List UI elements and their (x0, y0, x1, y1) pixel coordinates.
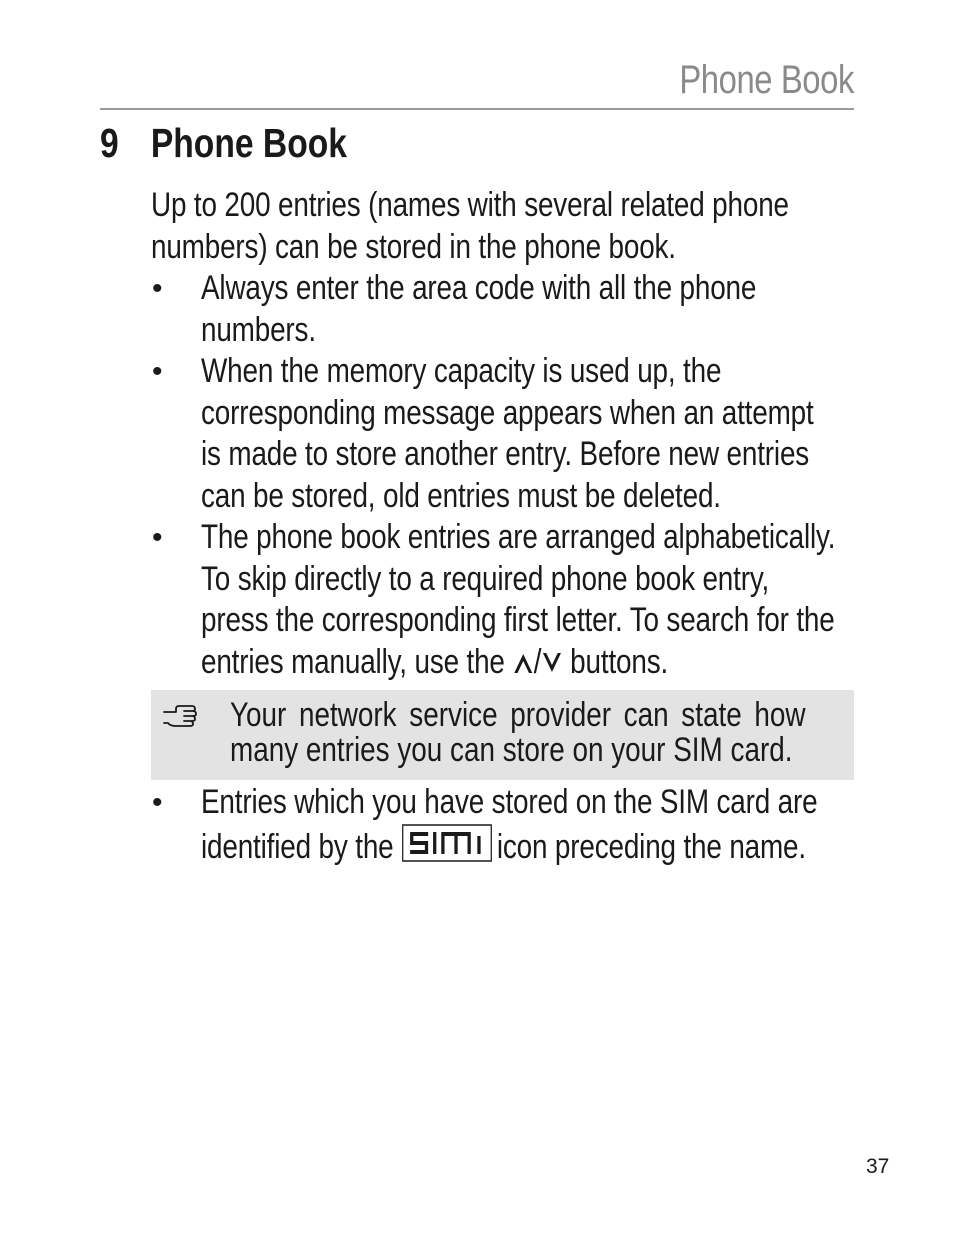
sim-card-icon (402, 824, 492, 862)
running-header: Phone Book (679, 58, 854, 102)
bullet-line-prefix: entries manually, use the (201, 642, 505, 681)
arrow-down-icon (541, 651, 562, 675)
note-text (230, 698, 806, 768)
bullet-item (201, 517, 835, 683)
header-rule (100, 108, 854, 110)
chapter-heading (100, 120, 347, 167)
bullet-line (201, 824, 817, 869)
bullet-line: The phone book entries are arranged alphabetically. (201, 518, 836, 556)
intro-line: Up to 200 entries (names with several related phone (151, 186, 789, 224)
bullet-marker: • (152, 272, 163, 305)
bullet-marker: • (152, 521, 163, 554)
bullet-line: Entries which you have stored on the SIM card are (201, 783, 818, 821)
bullet-line: can be stored, old entries must be deleted. (201, 476, 721, 515)
bullet-line: When the memory capacity is used up, the (201, 352, 722, 390)
bullet-line (201, 642, 835, 684)
bullet-line: is made to store another entry. Before new entries (201, 435, 810, 473)
bullet-marker: • (152, 786, 163, 819)
bullet-line: corresponding message appears when an attempt (201, 393, 814, 432)
bullet-marker: • (152, 355, 163, 388)
bullet-line: press the corresponding first letter. To search for the (201, 601, 835, 639)
bullet-line-prefix: identified by the (201, 827, 394, 866)
note-line: Your network service provider can state how (230, 696, 806, 734)
bullet-line: To skip directly to a required phone book entry, (201, 559, 770, 598)
chapter-number: 9 (100, 120, 119, 166)
bullet-line-suffix: buttons. (570, 642, 669, 681)
bullet-item (201, 351, 814, 517)
bullet-line: numbers. (201, 310, 316, 349)
bullet-line-suffix: icon preceding the name. (496, 827, 806, 866)
note-line: many entries you can store on your SIM card. (230, 731, 793, 769)
bullet-line: Always enter the area code with all the phone (201, 269, 757, 307)
chapter-title: Phone Book (150, 120, 347, 166)
arrow-up-icon (512, 651, 533, 675)
intro-line: numbers) can be stored in the phone book. (151, 227, 676, 266)
bullet-item (201, 268, 756, 351)
pointing-hand-icon (162, 702, 198, 732)
intro-paragraph (151, 185, 864, 268)
page-number: 37 (866, 1155, 890, 1178)
arrow-separator: / (533, 642, 542, 681)
bullet-item (201, 782, 817, 868)
